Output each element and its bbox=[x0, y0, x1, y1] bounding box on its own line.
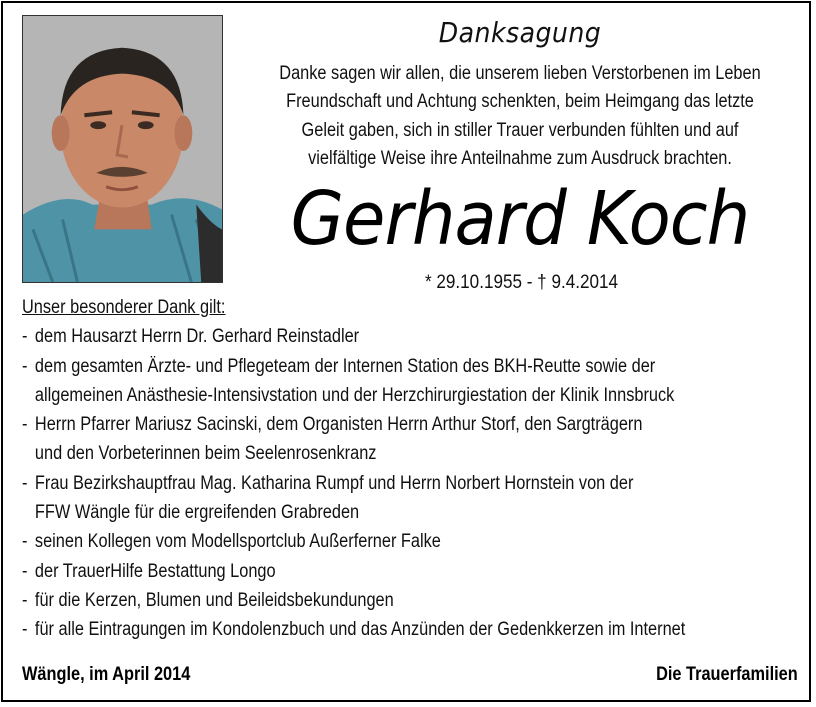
intro-line: Freundschaft und Achtung schenkten, beim Heimgang das letzte bbox=[286, 91, 754, 113]
list-item: - dem Hausarzt Herrn Dr. Gerhard Reinstadler bbox=[22, 326, 360, 348]
list-item: - dem gesamten Ärzte- und Pflegeteam der Internen Station des BKH-Reutte sowie der bbox=[22, 355, 656, 377]
list-item: - seinen Kollegen vom Modellsportclub Außerferner Falke bbox=[22, 531, 441, 553]
life-dates: * 29.10.1955 - † 9.4.2014 bbox=[425, 272, 619, 293]
intro-line: Geleit gaben, sich in stiller Trauer verbunden fühlten und auf bbox=[301, 119, 739, 141]
place-date: Wängle, im April 2014 bbox=[22, 664, 191, 685]
intro-line: vielfältige Weise ihre Anteilnahme zum Ausdruck brachten. bbox=[308, 148, 732, 170]
thanks-heading: Unser besonderer Dank gilt: bbox=[22, 297, 226, 318]
thanks-list bbox=[22, 293, 802, 645]
portrait-photo bbox=[22, 15, 223, 283]
document-title: Danksagung bbox=[438, 16, 602, 49]
list-item: - der TrauerHilfe Bestattung Longo bbox=[22, 560, 276, 582]
list-item: - Herrn Pfarrer Mariusz Sacinski, dem Organisten Herrn Arthur Storf, den Sargträgern bbox=[22, 414, 643, 436]
list-item: - Frau Bezirkshauptfrau Mag. Katharina Rumpf und Herrn Norbert Hornstein von der bbox=[22, 472, 634, 494]
signature: Die Trauerfamilien bbox=[656, 664, 798, 685]
list-item-continuation: FFW Wängle für die ergreifenden Grabreden bbox=[34, 502, 360, 524]
list-item-continuation: und den Vorbeterinnen beim Seelenrosenkranz bbox=[34, 443, 377, 465]
list-item-continuation: allgemeinen Anästhesie-Intensivstation und der Herzchirurgiestation der Klinik Innsbruck bbox=[34, 384, 675, 406]
list-item: - für die Kerzen, Blumen und Beileidsbekundungen bbox=[22, 589, 394, 611]
deceased-name: Gerhard Koch bbox=[290, 176, 750, 262]
list-item: - für alle Eintragungen im Kondolenzbuch und das Anzünden der Gedenkkerzen im Internet bbox=[22, 619, 686, 641]
intro-line: Danke sagen wir allen, die unserem lieben Verstorbenen im Leben bbox=[279, 63, 761, 84]
intro-text bbox=[232, 60, 808, 174]
